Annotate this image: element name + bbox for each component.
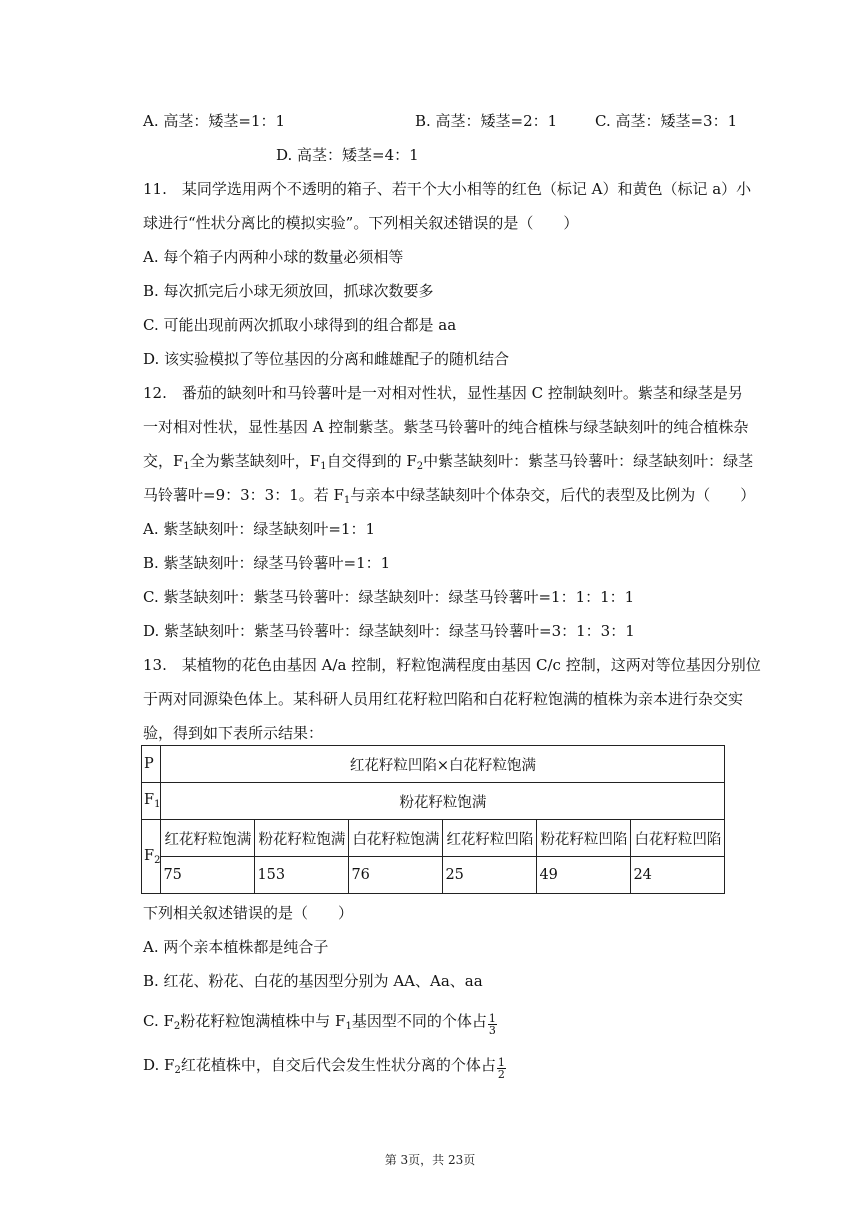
p-label: P	[142, 746, 161, 783]
q11-stem-line2: 球进行“性状分离比的模拟实验”。下列相关叙述错误的是（ ）	[143, 214, 579, 232]
f2-header-cell: 红花籽粒凹陷	[443, 820, 537, 857]
f2-value-cell: 25	[443, 857, 537, 894]
f2-value-cell: 49	[537, 857, 631, 894]
fraction-one-half: $\frac{1}{2}$	[497, 1056, 505, 1081]
cross-result-table	[141, 745, 725, 894]
q12-stem-line1: 12. 番茄的缺刻叶和马铃薯叶是一对相对性状，显性基因 C 控制缺刻叶。紫茎和绿茎是另	[143, 384, 743, 402]
q12-stem-line3: 交，$F_1$全为紫茎缺刻叶，$F_1$自交得到的 $F_2$中紫茎缺刻叶：紫茎马铃薯叶：绿茎缺刻叶：绿茎	[143, 452, 754, 472]
q12-stem-line2: 一对相对性状，显性基因 A 控制紫茎。紫茎马铃薯叶的纯合植株与绿茎缺刻叶的纯合植株杂	[143, 418, 749, 436]
f2-value-cell: 24	[631, 857, 725, 894]
q12-option-a: A. 紫茎缺刻叶：绿茎缺刻叶=1：1	[143, 520, 376, 538]
q12-option-c: C. 紫茎缺刻叶：紫茎马铃薯叶：绿茎缺刻叶：绿茎马铃薯叶=1：1：1：1	[143, 588, 635, 606]
q13-question-prompt: 下列相关叙述错误的是（ ）	[143, 904, 354, 922]
f1-label: $F_1$	[142, 783, 161, 820]
table-row-f1	[142, 783, 725, 820]
q13-stem-line2: 于两对同源染色体上。某科研人员用红花籽粒凹陷和白花籽粒饱满的植株为亲本进行杂交实	[143, 690, 744, 708]
q11-option-b: B. 每次抓完后小球无须放回，抓球次数要多	[143, 282, 434, 300]
q11-option-d: D. 该实验模拟了等位基因的分离和雌雄配子的随机结合	[143, 350, 510, 368]
f2-value-cell: 75	[161, 857, 255, 894]
q12-stem-line4: 马铃薯叶=9：3：3：1。若 $F_1$与亲本中绿茎缺刻叶个体杂交，后代的表型及比例为（ ）	[143, 486, 756, 506]
table-row-p	[142, 746, 725, 783]
p-value: 红花籽粒凹陷×白花籽粒饱满	[161, 746, 725, 783]
q11-option-c: C. 可能出现前两次抓取小球得到的组合都是 aa	[143, 316, 457, 334]
f2-header-cell: 红花籽粒饱满	[161, 820, 255, 857]
f2-label: $F_2$	[142, 820, 161, 894]
q10-option-c: C. 高茎：矮茎=3：1	[595, 112, 738, 130]
q13-option-d: D. $F_2$红花植株中，自交后代会发生性状分离的个体占 $\frac{1}{2}$	[143, 1056, 505, 1081]
q10-option-a: A. 高茎：矮茎=1：1	[143, 112, 286, 130]
q11-stem-line1: 11. 某同学选用两个不透明的箱子、若干个大小相等的红色（标记 A）和黄色（标记 a）小	[143, 180, 752, 198]
f2-value-cell: 76	[349, 857, 443, 894]
f2-header-cell: 粉花籽粒凹陷	[537, 820, 631, 857]
page-footer: 第 3页，共 23页	[384, 1153, 476, 1167]
q12-option-b: B. 紫茎缺刻叶：绿茎马铃薯叶=1：1	[143, 554, 391, 572]
f2-value-cell: 153	[255, 857, 349, 894]
table-row-f2-headers	[142, 820, 725, 857]
q11-option-a: A. 每个箱子内两种小球的数量必须相等	[143, 248, 404, 266]
q13-option-c: C. $F_2$粉花籽粒饱满植株中与 $F_1$基因型不同的个体占 $\frac{1}{3}$	[143, 1012, 496, 1037]
q13-stem-line3: 验，得到如下表所示结果：	[143, 724, 324, 742]
f1-value: 粉花籽粒饱满	[161, 783, 725, 820]
q13-option-a: A. 两个亲本植株都是纯合子	[143, 938, 329, 956]
q12-option-d: D. 紫茎缺刻叶：紫茎马铃薯叶：绿茎缺刻叶：绿茎马铃薯叶=3：1：3：1	[143, 622, 635, 640]
q10-option-d: D. 高茎：矮茎=4：1	[276, 146, 419, 164]
fraction-one-third: $\frac{1}{3}$	[488, 1012, 496, 1037]
q13-stem-line1: 13. 某植物的花色由基因 A/a 控制，籽粒饱满程度由基因 C/c 控制，这两对等位基因分别位	[143, 656, 761, 674]
q10-option-b: B. 高茎：矮茎=2：1	[415, 112, 558, 130]
f2-header-cell: 白花籽粒凹陷	[631, 820, 725, 857]
f2-header-cell: 白花籽粒饱满	[349, 820, 443, 857]
q13-option-b: B. 红花、粉花、白花的基因型分别为 AA、Aa、aa	[143, 972, 483, 990]
table-row-f2-values	[142, 857, 725, 894]
f2-header-cell: 粉花籽粒饱满	[255, 820, 349, 857]
